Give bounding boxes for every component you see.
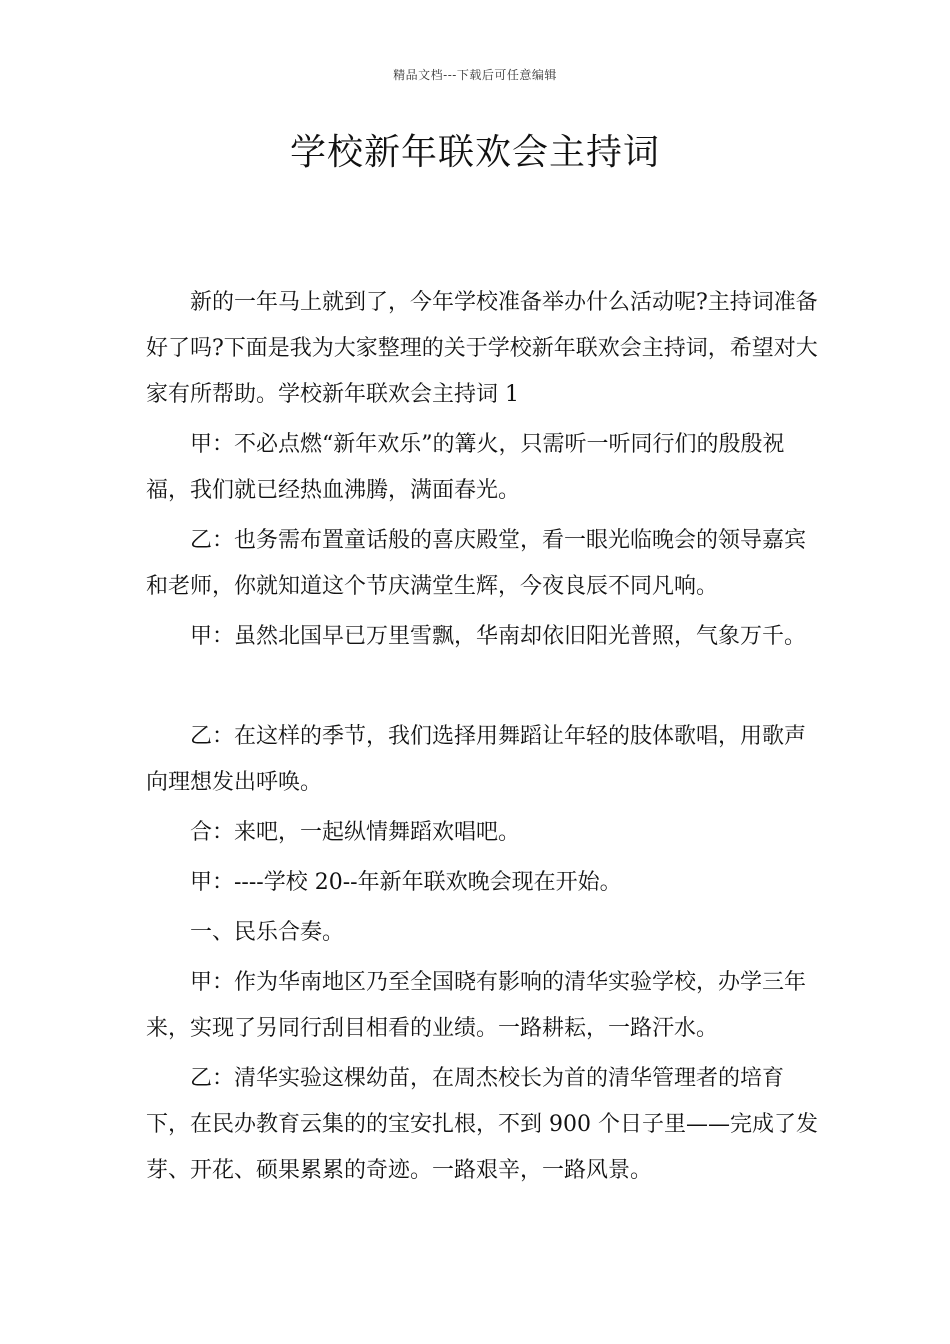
document-title: 学校新年联欢会主持词	[289, 132, 660, 173]
paragraph-jia-1: 甲：不必点燃“新年欢乐”的篝火，只需听一听同行们的殷殷祝福，我们就已经热血沸腾，满面春光。	[146, 432, 785, 503]
document-body	[146, 280, 826, 1198]
paragraph-intro: 新的一年马上就到了，今年学校准备举办什么活动呢?主持词准备好了吗?下面是我为大家整理的关于学校新年联欢会主持词，希望对大家有所帮助。学校新年联欢会主持词 1	[146, 290, 818, 407]
paragraph-together: 合：来吧，一起纵情舞蹈欢唱吧。	[190, 820, 521, 845]
paragraph-yi-2: 乙：在这样的季节，我们选择用舞蹈让年轻的肢体歌唱，用歌声向理想发出呼唤。	[146, 724, 807, 795]
paragraph-yi-3: 乙：清华实验这棵幼苗，在周杰校长为首的清华管理者的培育下，在民办教育云集的的宝安扎根，不到 900 个日子里——完成了发芽、开花、硕果累累的奇迹。一路艰辛，一路风景。	[146, 1066, 818, 1183]
paragraph-spacer	[146, 664, 826, 714]
paragraph-jia-2: 甲：虽然北国早已万里雪飘，华南却依旧阳光普照，气象万千。	[190, 624, 807, 649]
paragraph-yi-1: 乙：也务需布置童话般的喜庆殿堂，看一眼光临晚会的领导嘉宾和老师，你就知道这个节庆满堂生辉，今夜良辰不同凡响。	[146, 528, 807, 599]
page-header-note: 精品文档---下载后可任意编辑	[393, 68, 557, 82]
paragraph-jia-3: 甲：----学校 20--年新年联欢晚会现在开始。	[190, 870, 622, 895]
paragraph-jia-4: 甲：作为华南地区乃至全国晓有影响的清华实验学校，办学三年来，实现了另同行刮目相看的业绩。一路耕耘，一路汗水。	[146, 970, 807, 1041]
section-heading-1: 一、民乐合奏。	[190, 920, 345, 945]
